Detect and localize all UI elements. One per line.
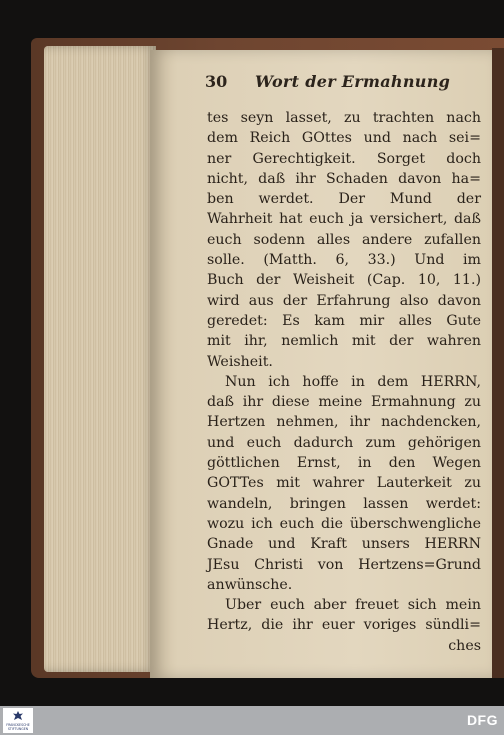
text-line: und euch dadurch zum gehörigen [207, 434, 481, 451]
text-line: wird aus der Erfahrung also davon [207, 292, 481, 309]
page-header [205, 72, 490, 96]
text-line: daß ihr diese meine Ermahnung zu [207, 394, 481, 411]
text-line: Weisheit. [207, 353, 273, 370]
text-line: Hertzen nehmen, ihr nachdencken, [207, 414, 481, 431]
text-line: geredet: Es kam mir alles Gute [207, 312, 481, 329]
viewer-footer-bar [0, 706, 504, 735]
page-body-text [207, 108, 481, 656]
text-line: Hertz, die ihr euer voriges sündli= [207, 617, 481, 634]
text-line: JEsu Christi von Hertzens=Grund [207, 556, 481, 573]
text-line: nicht, daß ihr Schaden davon ha= [207, 170, 481, 187]
book-right-edge [492, 48, 504, 678]
page-edges [44, 46, 156, 672]
text-line: Uber euch aber freuet sich mein [225, 597, 481, 614]
running-head: Wort der Ermahnung [255, 72, 451, 91]
text-line: euch sodenn alles andere zufallen [207, 231, 481, 248]
library-logo-text: FRANCKESCHE STIFTUNGEN [6, 723, 30, 731]
text-line: tes seyn lasset, zu trachten nach [207, 110, 481, 126]
text-line: dem Reich GOttes und nach sei= [207, 130, 481, 147]
text-line: ner Gerechtigkeit. Sorget doch [207, 150, 481, 167]
library-logo[interactable] [3, 708, 33, 733]
text-line: Gnade und Kraft unsers HERRN [207, 536, 481, 553]
text-line: wozu ich euch die überschwengliche [207, 515, 481, 532]
text-line: göttlichen Ernst, in den Wegen [207, 455, 481, 472]
text-line: Buch der Weisheit (Cap. 10, 11.) [207, 272, 481, 289]
eagle-emblem-icon [12, 710, 24, 722]
page-number: 30 [205, 72, 228, 91]
text-line: Nun ich hoffe in dem HERRN, [225, 373, 481, 390]
text-line: wandeln, bringen lassen werdet: [207, 495, 481, 512]
text-line: Wahrheit hat euch ja versichert, daß [207, 211, 481, 228]
dfg-logo[interactable]: DFG [466, 712, 498, 728]
text-line: GOTTes mit wahrer Lauterkeit zu [207, 475, 481, 492]
text-line: solle. (Matth. 6, 33.) Und im [207, 252, 481, 269]
catchword: ches [448, 637, 481, 654]
text-line: ben werdet. Der Mund der [207, 191, 481, 208]
text-line: mit ihr, nemlich mit der wahren [207, 333, 481, 350]
text-line: anwünsche. [207, 576, 293, 593]
